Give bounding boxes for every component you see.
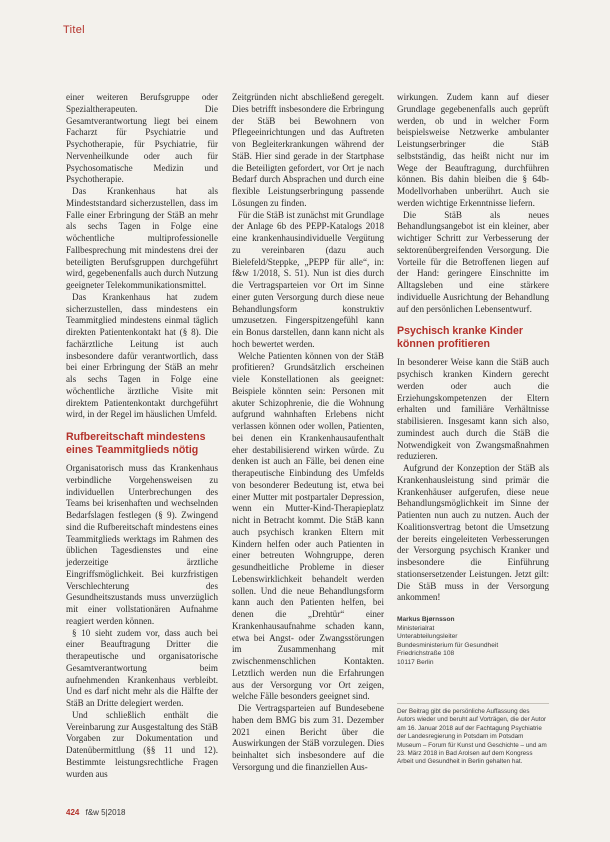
author-line: Ministerialrat — [397, 624, 435, 632]
paragraph: Die Vertragsparteien auf Bundesebene haben dem BMG bis zum 31. Dezember 2021 einen Bericht über die Auswirkungen der StäB vorzulegen. Dies beinhaltet sich insbesondere auf die Versorgung und die finanziellen Aus- — [232, 703, 384, 772]
paragraph: Für die StäB ist zunächst mit Grundlage der Anlage 6b des PEPP-Katalogs 2018 eine krankenhausindividuelle Vergütung zu vereinbaren (dazu auch Bielefeld/Steppke, „PEPP für alle“, in: f&w 1/2018, S. 51). Nun ist dies durch die Vertragsparteien vor Ort im Sinne einer guten Versorgung durch diese neue Behandlungsform konstruktiv umzusetzen. Fingerspitzengefühl kann ein Bonus darstellen, dann kann nicht als hoch bewertet werden. — [232, 209, 384, 349]
text-column-2 — [232, 92, 384, 774]
text-column-1 — [66, 92, 218, 780]
author-line: Unterabteilungsleiter — [397, 633, 458, 641]
paragraph: Zeitgründen nicht abschließend geregelt. Dies betrifft insbesondere die Erbringung der StäB bei Bewohnern von Pflegeeinrichtungen und das Auftreten von Begleiterkrankungen während der StäB. Hier sind gerade in der Startphase die Beteiligten gefordert, vor Ort je nach Bedarf durch Absprachen und durch eine flexible Leistungserbringung passende Lösungen zu finden. — [232, 92, 384, 208]
author-line: Friedrichstraße 108 — [397, 650, 455, 658]
author-name: Markus Bjørnsson — [397, 616, 455, 623]
author-block — [397, 616, 549, 668]
section-label: Titel — [63, 24, 85, 36]
page-footer — [66, 808, 125, 817]
subheading-kinder: Psychisch kranke Kinder können profitieren — [397, 325, 524, 351]
paragraph: In besonderer Weise kann die StäB auch psychisch kranken Kindern gerecht werden oder auch die Erziehungskompetenzen der Eltern erhalten und familiäre Verhältnisse stabilisieren. Insgesamt kann sich also, zumindest auch durch die StäB die Notwendigkeit von Zwangsmaßnahmen reduzieren. — [397, 357, 549, 462]
subheading-rufbereitschaft: Rufbereitschaft mindestens eines Teammitglieds nötig — [66, 431, 206, 456]
paragraph: Aufgrund der Konzeption der StäB als Krankenhausleistung sind primär die Krankenhäuser aufgerufen, diese neue Behandlungsmöglichkeit im Sinne der Patienten nun auch zu nutzen. Auch der Koalitionsvertrag betont die Umsetzung der bereits eingeleiteten Verbesserungen der Versorgung psychisch Kranker und insbesondere die Einführung stationsersetzender Leistungen. Jetzt gilt: Die StäB muss in der Versorgung ankommen! — [397, 463, 549, 603]
paragraph: Die StäB als neues Behandlungsangebot ist ein kleiner, aber wichtiger Schritt zur Verbesserung der sektorenübergreifenden Versorgung. Die Vorteile für die Betroffenen liegen auf der Hand: geringere Einschnitte im Alltagsleben und eine stärkere individuelle Ausrichtung der Behandlung auf den persönlichen Lebensentwurf. — [397, 209, 549, 314]
paragraph: Das Krankenhaus hat zudem sicherzustellen, dass mindestens ein Teammitglied mindestens einmal täglich direkten Patientenkontakt hat (§ 8). Die fachärztliche Leitung ist auch insbesondere dafür verantwortlich, dass bei einer Erbringung der StäB an mehr als sechs Tagen in Folge eine wöchentliche ärztliche Visite mit direktem Patientenkontakt durchgeführt wird, in der Regel im häuslichen Umfeld. — [66, 291, 218, 420]
paragraph: wirkungen. Zudem kann auf dieser Grundlage gegebenenfalls auch geprüft werden, ob und in welcher Form beispielsweise Netzwerke ambulanter Leistungserbringer die StäB selbstständig, das heißt nicht nur im Wege der Beauftragung, durchführen können. Bis dahin bleiben die § 64b-Modellvorhaben unberührt. Auch sie werden wichtige Erkenntnisse liefern. — [397, 92, 549, 208]
paragraph: Organisatorisch muss das Krankenhaus verbindliche Vorgehensweisen zu individuellen Unterbrechungen des Teams bei krisenhaften und wechselnden Bedarfslagen festlegen (§ 9). Zwingend sind die Rufbereitschaft mindestens eines Teammitglieds werktags im Rahmen des üblichen Tagesdienstes und eine jederzeitige ärztliche Eingriffsmöglichkeit. Bei kurzfristigen Verschlechterung des Gesundheitszustands muss unverzüglich mit einer vollstationären Aufnahme reagiert werden können. — [66, 463, 218, 626]
paragraph: einer weiteren Berufsgruppe oder Spezialtherapeuten. Die Gesamtverantwortung liegt bei einem Facharzt für Psychiatrie und Psychotherapie, für Psychiatrie, für Nervenheilkunde oder auch für Psychosomatische Medizin und Psychotherapie. — [66, 92, 218, 185]
page-number: 424 — [66, 808, 80, 817]
paragraph: Das Krankenhaus hat als Mindeststandard sicherzustellen, dass im Falle einer Erbringung der StäB an mehr als sechs Tagen in Folge eine wöchentliche multiprofessionelle Fallbesprechung mit mindestens drei der beteiligten Berufsgruppen durchgeführt wird, gegebenenfalls auch durch Nutzung geeigneter Telekommunikationsmittel. — [66, 186, 218, 290]
paragraph: § 10 sieht zudem vor, dass auch bei einer Beauftragung Dritter die therapeutische und organisatorische Gesamtverantwortung beim aufnehmenden Krankenhaus verbleibt. Und es darf nicht mehr als die Hälfte der StäB an Dritte delegiert werden. — [66, 627, 218, 708]
text-column-3 — [397, 92, 549, 668]
author-line: 10117 Berlin — [397, 658, 434, 666]
footnote: Der Beitrag gibt die persönliche Auffassung des Autors wieder und beruht auf Vorträgen, die der Autor am 16. Januar 2018 auf der Fachtagung Psychiatrie der Landesregierung in Potsdam im Potsdam Museum – Forum für Kunst und Geschichte – und am 23. März 2018 in Bad Arolsen auf dem Kongress Arbeit und Gesundheit in Berlin gehalten hat. — [397, 708, 547, 766]
paragraph: Und schließlich enthält die Vereinbarung zur Ausgestaltung des StäB Vorgaben zur Dokumentation und Datenübermittlung (§§ 11 und 12). Bestimmte leistungsrechtliche Fragen wurden aus — [66, 709, 218, 779]
author-line: Bundesministerium für Gesundheit — [397, 641, 499, 649]
paragraph: Welche Patienten können von der StäB profitieren? Grundsätzlich erscheinen viele Konstellationen als geeignet: Beispiele könnten sein: Personen mit akuter Schizophrenie, die die Wohnung aufgrund wahnhaften Erlebens nicht verlassen können oder wollen, Patienten, bei denen ein Krankenhausaufenthalt eher destabilisierend wirken würde. Zu denken ist auch an Fälle, bei denen eine therapeutische Einbindung des Umfelds von besonderer Bedeutung ist, etwa bei einer Mutter mit postpartaler Depression, wenn ein Mutter-Kind-Therapieplatz nicht in Betracht kommt. Die StäB kann auch psychisch kranken Eltern mit Kindern helfen oder auch Patienten in einer betreuten Wohngruppe, deren gesundheitliche Probleme in dieser Lebenswirklichkeit behandelt werden sollen. Und die neue Behandlungsform kann auch den Patienten helfen, bei denen die „Drehtür“ einer Krankenhausaufnahme schaden kann, etwa bei Angst- oder Zwangsstörungen im Zusammenhang mit zwischenmenschlichen Kontakten. Letztlich werden nun die Erfahrungen aus der Versorgung vor Ort zeigen, welche Fälle besonders geeignet sind. — [232, 350, 384, 702]
footnote-divider — [397, 703, 549, 704]
magazine-issue: f&w 5|2018 — [85, 808, 126, 817]
